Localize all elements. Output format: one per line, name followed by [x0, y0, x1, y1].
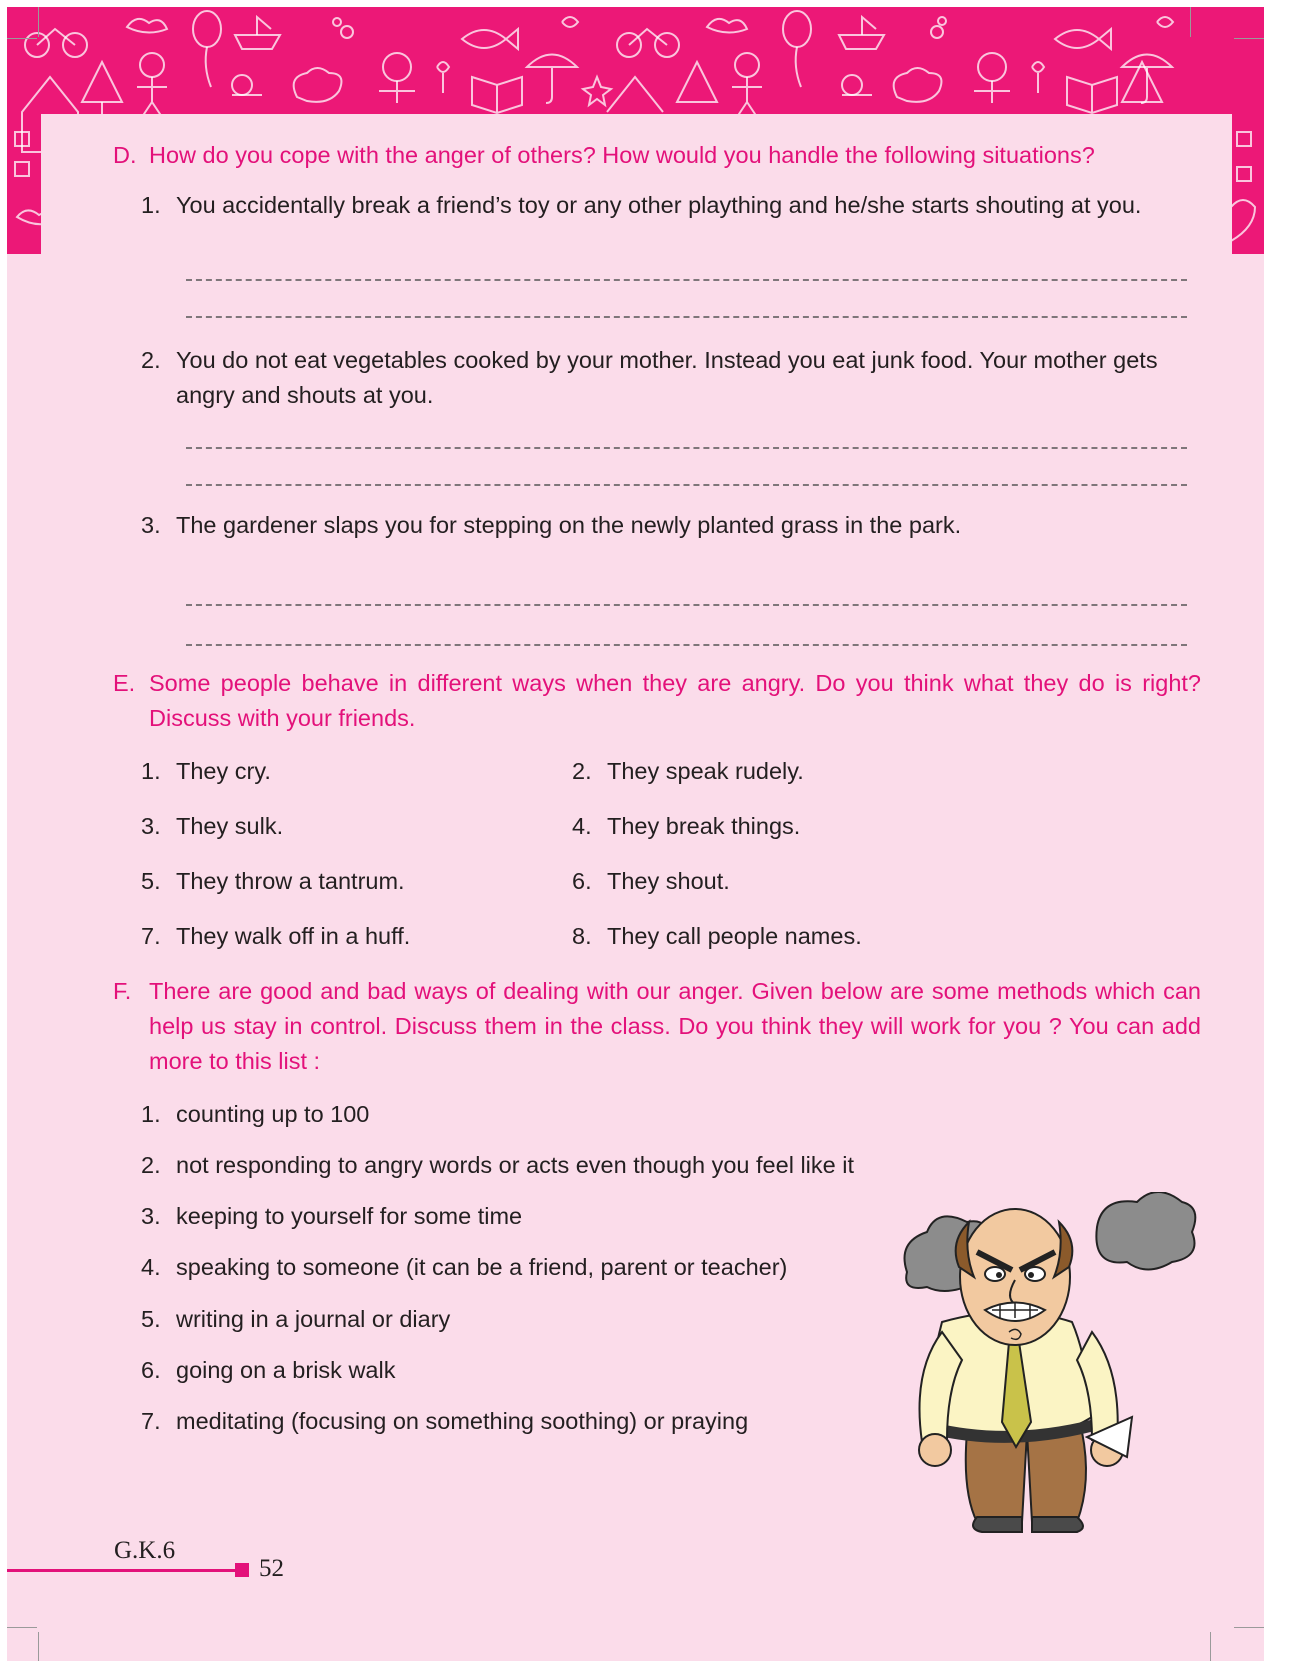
question-text: How do you cope with the anger of others? How would you handle the following situations?: [149, 142, 1095, 168]
list-item: 1. They cry.: [141, 758, 271, 784]
list-item: 6. going on a brisk walk: [141, 1357, 396, 1383]
list-item: 4. They break things.: [572, 813, 801, 839]
list-item: 5. They throw a tantrum.: [141, 868, 405, 894]
answer-line[interactable]: [186, 447, 1187, 449]
angry-man-illustration-icon: [897, 1192, 1197, 1542]
footer-rule: [7, 1569, 237, 1572]
question-text: Some people behave in different ways when they are angry. Do you think what they do is right? Discuss with your friends.: [149, 670, 1201, 731]
answer-line[interactable]: [186, 644, 1187, 646]
list-item: 1. You accidentally break a friend’s toy or any other plaything and he/she starts shouting at you.: [141, 192, 1142, 218]
page: [7, 7, 1264, 1661]
list-item: 4. speaking to someone (it can be a friend, parent or teacher): [141, 1254, 788, 1280]
worksheet-content: [7, 7, 1264, 1661]
list-item: 8. They call people names.: [572, 923, 862, 949]
question-text: There are good and bad ways of dealing with our anger. Given below are some methods which can help us stay in control. Discuss them in the class. Do you think they will work for you ? You can add more to this list :: [149, 978, 1201, 1074]
list-item: 3. They sulk.: [141, 813, 284, 839]
answer-line[interactable]: [186, 316, 1187, 318]
list-item: 5. writing in a journal or diary: [141, 1306, 451, 1332]
list-item: 7. They walk off in a huff.: [141, 923, 411, 949]
answer-line[interactable]: [186, 484, 1187, 486]
question-letter: D.: [113, 142, 137, 168]
answer-line[interactable]: [186, 279, 1187, 281]
list-item: 3. The gardener slaps you for stepping on the newly planted grass in the park.: [141, 512, 962, 538]
list-item: 2. You do not eat vegetables cooked by your mother. Instead you eat junk food. Your mother gets angry and shouts at you.: [141, 347, 1158, 408]
question-letter: E.: [113, 670, 136, 696]
footer-square-icon: [235, 1563, 249, 1577]
question-d-heading: [113, 138, 1201, 173]
question-f-heading: [113, 974, 1201, 1079]
list-item: 6. They shout.: [572, 868, 730, 894]
question-letter: F.: [113, 978, 132, 1004]
list-item: 7. meditating (focusing on something soothing) or praying: [141, 1408, 749, 1434]
list-item: 1. counting up to 100: [141, 1101, 370, 1127]
page-number: 52: [259, 1555, 284, 1582]
list-item: 2. not responding to angry words or acts even though you feel like it: [141, 1152, 854, 1178]
answer-line[interactable]: [186, 604, 1187, 606]
book-code: G.K.6: [114, 1537, 176, 1564]
list-item: 3. keeping to yourself for some time: [141, 1203, 523, 1229]
question-e-heading: [113, 666, 1201, 736]
list-item: 2. They speak rudely.: [572, 758, 804, 784]
